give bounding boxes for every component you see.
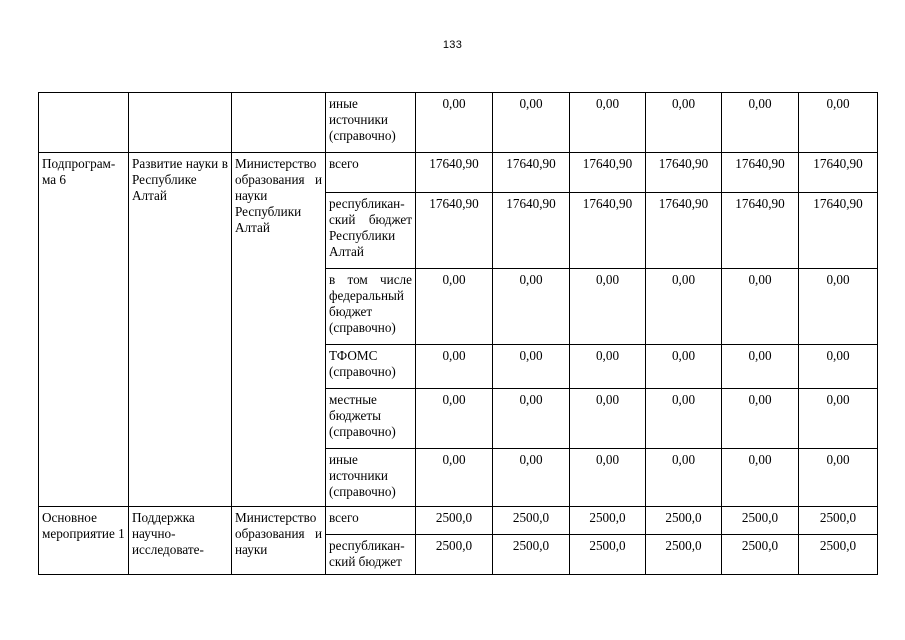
main-activity-label-cell: Основное мероприятие 1: [39, 507, 129, 575]
subprogram-executor-cell: Министерство образования и науки Республики Алтай: [232, 153, 326, 507]
main-activity-executor-cell: Министерство образования и науки: [232, 507, 326, 575]
value-cell: 2500,0: [646, 535, 722, 575]
value-cell: 17640,90: [799, 193, 878, 269]
value-cell: 0,00: [799, 93, 878, 153]
value-cell: 0,00: [646, 93, 722, 153]
value-cell: 0,00: [416, 449, 493, 507]
value-cell: 2500,0: [722, 507, 799, 535]
table-row: [39, 507, 878, 535]
value-cell: 0,00: [646, 389, 722, 449]
funding-source-cell: ТФОМС (справочно): [326, 345, 416, 389]
funding-source-cell: всего: [326, 153, 416, 193]
value-cell: 0,00: [493, 93, 570, 153]
subprogram-name-cell: Развитие науки в Республике Алтай: [129, 153, 232, 507]
funding-source-cell: республикан-ский бюджет Республики Алтай: [326, 193, 416, 269]
value-cell: 0,00: [799, 269, 878, 345]
subprogram-label-cell: Подпрограм-ма 6: [39, 153, 129, 507]
value-cell: 2500,0: [493, 535, 570, 575]
value-cell: 0,00: [416, 389, 493, 449]
value-cell: 0,00: [416, 93, 493, 153]
page-number: 133: [442, 39, 463, 51]
value-cell: 0,00: [570, 93, 646, 153]
empty-cell: [232, 93, 326, 153]
value-cell: 17640,90: [722, 193, 799, 269]
main-activity-name-cell: Поддержка научно-исследовате-: [129, 507, 232, 575]
value-cell: 0,00: [722, 93, 799, 153]
value-cell: 0,00: [570, 389, 646, 449]
funding-source-cell: иные источники (справочно): [326, 93, 416, 153]
value-cell: 17640,90: [722, 153, 799, 193]
table-row: [39, 153, 878, 193]
value-cell: 0,00: [722, 449, 799, 507]
value-cell: 2500,0: [646, 507, 722, 535]
value-cell: 0,00: [493, 389, 570, 449]
value-cell: 0,00: [722, 345, 799, 389]
value-cell: 0,00: [799, 345, 878, 389]
value-cell: 2500,0: [493, 507, 570, 535]
value-cell: 0,00: [799, 449, 878, 507]
funding-source-cell: республикан-ский бюджет: [326, 535, 416, 575]
value-cell: 17640,90: [570, 153, 646, 193]
value-cell: 0,00: [722, 269, 799, 345]
funding-source-cell: всего: [326, 507, 416, 535]
value-cell: 17640,90: [570, 193, 646, 269]
value-cell: 0,00: [416, 269, 493, 345]
value-cell: 17640,90: [416, 193, 493, 269]
value-cell: 17640,90: [493, 193, 570, 269]
empty-cell: [129, 93, 232, 153]
value-cell: 2500,0: [722, 535, 799, 575]
value-cell: 0,00: [646, 269, 722, 345]
budget-table: [38, 92, 878, 575]
value-cell: 0,00: [493, 345, 570, 389]
value-cell: 17640,90: [646, 193, 722, 269]
value-cell: 17640,90: [493, 153, 570, 193]
value-cell: 0,00: [570, 345, 646, 389]
value-cell: 2500,0: [799, 535, 878, 575]
value-cell: 17640,90: [416, 153, 493, 193]
value-cell: 17640,90: [646, 153, 722, 193]
value-cell: 2500,0: [570, 507, 646, 535]
value-cell: 0,00: [722, 389, 799, 449]
empty-cell: [39, 93, 129, 153]
value-cell: 2500,0: [799, 507, 878, 535]
funding-source-cell: местные бюджеты (справочно): [326, 389, 416, 449]
funding-source-cell: иные источники (справочно): [326, 449, 416, 507]
value-cell: 0,00: [493, 269, 570, 345]
value-cell: 2500,0: [416, 535, 493, 575]
value-cell: 0,00: [570, 449, 646, 507]
funding-source-cell: в том числе федеральный бюджет (справочно): [326, 269, 416, 345]
value-cell: 0,00: [646, 345, 722, 389]
value-cell: 0,00: [493, 449, 570, 507]
value-cell: 0,00: [646, 449, 722, 507]
table-row: [39, 93, 878, 153]
value-cell: 2500,0: [570, 535, 646, 575]
value-cell: 0,00: [570, 269, 646, 345]
value-cell: 0,00: [416, 345, 493, 389]
value-cell: 0,00: [799, 389, 878, 449]
value-cell: 2500,0: [416, 507, 493, 535]
value-cell: 17640,90: [799, 153, 878, 193]
